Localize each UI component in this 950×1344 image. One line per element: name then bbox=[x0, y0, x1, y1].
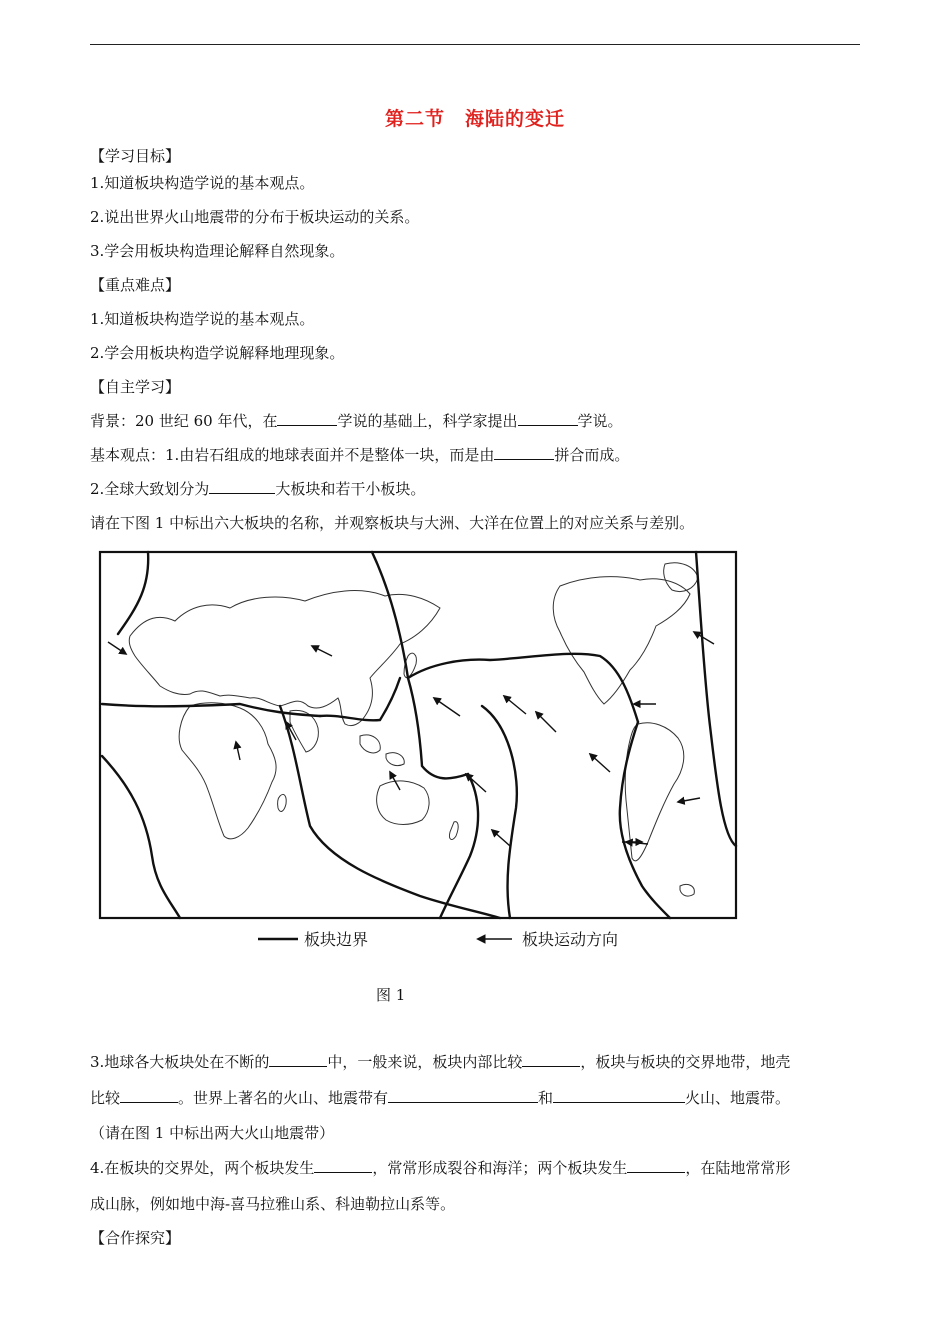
viewpoint-2-line: 2.全球大致划分为 大板块和若干小板块。 bbox=[90, 480, 426, 498]
blank-field[interactable] bbox=[494, 445, 554, 460]
blank-field[interactable] bbox=[553, 1088, 685, 1103]
key-item: 2.学会用板块构造学说解释地理现象。 bbox=[90, 344, 345, 362]
blank-field[interactable] bbox=[314, 1158, 372, 1173]
background-line: 背景：20 世纪 60 年代，在 学说的基础上，科学家提出 学说。 bbox=[90, 412, 623, 430]
blank-field[interactable] bbox=[209, 479, 275, 494]
legend-boundary-label: 板块边界 bbox=[304, 930, 369, 949]
self-study-header: 【自主学习】 bbox=[90, 378, 181, 396]
blank-field[interactable] bbox=[277, 411, 337, 426]
q4-line-1: 4.在板块的交界处，两个板块发生 ，常常形成裂谷和海洋；两个板块发生 ，在陆地常常形 bbox=[90, 1159, 791, 1177]
q3-note: （请在图 1 中标出两大火山地震带） bbox=[90, 1124, 335, 1142]
key-item: 1.知道板块构造学说的基本观点。 bbox=[90, 310, 315, 328]
coop-header: 【合作探究】 bbox=[90, 1229, 181, 1247]
legend-motion-label: 板块运动方向 bbox=[522, 930, 619, 949]
map-instruction: 请在下图 1 中标出六大板块的名称，并观察板块与大洲、大洋在位置上的对应关系与差别。 bbox=[90, 514, 695, 532]
blank-field[interactable] bbox=[120, 1088, 178, 1103]
key-header: 【重点难点】 bbox=[90, 276, 181, 294]
blank-field[interactable] bbox=[522, 1052, 580, 1067]
page-title: 第二节 海陆的变迁 bbox=[384, 108, 565, 130]
plate-map-figure bbox=[90, 546, 750, 956]
goal-item: 3.学会用板块构造理论解释自然现象。 bbox=[90, 242, 345, 260]
q4-line-2: 成山脉，例如地中海-喜马拉雅山系、科迪勒拉山系等。 bbox=[90, 1195, 456, 1213]
goal-item: 2.说出世界火山地震带的分布于板块运动的关系。 bbox=[90, 208, 420, 226]
blank-field[interactable] bbox=[627, 1158, 685, 1173]
goal-item: 1.知道板块构造学说的基本观点。 bbox=[90, 174, 315, 192]
blank-field[interactable] bbox=[269, 1052, 327, 1067]
q3-line-2: 比较 。世界上著名的火山、地震带有 和 火山、地震带。 bbox=[90, 1089, 791, 1107]
goals-header: 【学习目标】 bbox=[90, 147, 181, 165]
blank-field[interactable] bbox=[518, 411, 578, 426]
header-rule bbox=[90, 44, 860, 45]
blank-field[interactable] bbox=[388, 1088, 538, 1103]
viewpoint-1-line: 基本观点：1.由岩石组成的地球表面并不是整体一块，而是由 拼合而成。 bbox=[90, 446, 630, 464]
figure-caption: 图 1 bbox=[376, 986, 406, 1004]
q3-line-1: 3.地球各大板块处在不断的 中，一般来说，板块内部比较 ，板块与板块的交界地带，地壳 bbox=[90, 1053, 791, 1071]
